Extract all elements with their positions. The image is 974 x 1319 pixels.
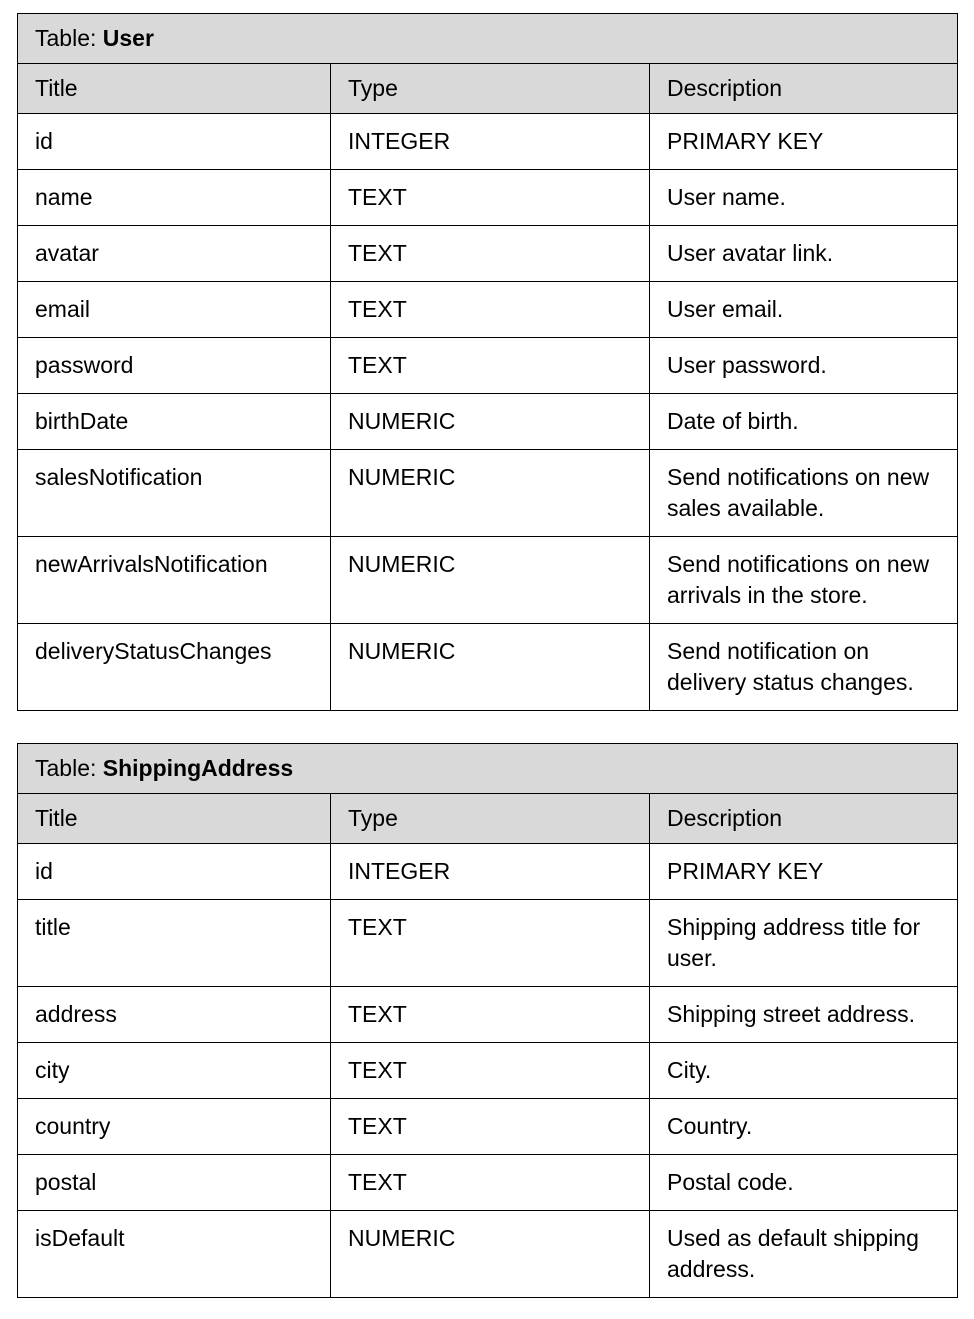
table-row [18, 1155, 958, 1211]
field-description-cell: Shipping street address. [650, 987, 958, 1043]
table-row [18, 1099, 958, 1155]
field-title-cell: title [18, 900, 331, 987]
user-schema-table [17, 13, 958, 711]
field-description-cell: Used as default shipping address. [650, 1211, 958, 1298]
field-title-cell: deliveryStatusChanges [18, 624, 331, 711]
field-type-cell: INTEGER [331, 844, 650, 900]
field-type-cell: NUMERIC [331, 394, 650, 450]
field-title-cell: country [18, 1099, 331, 1155]
table-row [18, 1043, 958, 1099]
field-type-cell: TEXT [331, 282, 650, 338]
table-caption [18, 744, 958, 794]
column-header-type: Type [331, 794, 650, 844]
field-type-cell: NUMERIC [331, 1211, 650, 1298]
table-row [18, 450, 958, 537]
field-description-cell: Postal code. [650, 1155, 958, 1211]
field-type-cell: NUMERIC [331, 537, 650, 624]
field-description-cell: Shipping address title for user. [650, 900, 958, 987]
field-type-cell: NUMERIC [331, 624, 650, 711]
field-type-cell: TEXT [331, 1155, 650, 1211]
table-row [18, 226, 958, 282]
table-row [18, 844, 958, 900]
field-type-cell: NUMERIC [331, 450, 650, 537]
field-description-cell: User email. [650, 282, 958, 338]
field-description-cell: Send notifications on new arrivals in the store. [650, 537, 958, 624]
field-description-cell: User avatar link. [650, 226, 958, 282]
field-description-cell: Send notification on delivery status changes. [650, 624, 958, 711]
table-row [18, 900, 958, 987]
field-description-cell: PRIMARY KEY [650, 844, 958, 900]
field-description-cell: Country. [650, 1099, 958, 1155]
field-type-cell: TEXT [331, 170, 650, 226]
field-title-cell: password [18, 338, 331, 394]
column-header-title: Title [18, 794, 331, 844]
field-type-cell: TEXT [331, 338, 650, 394]
shipping-address-schema-table [17, 743, 958, 1298]
field-title-cell: address [18, 987, 331, 1043]
field-title-cell: birthDate [18, 394, 331, 450]
field-description-cell: Date of birth. [650, 394, 958, 450]
field-description-cell: User name. [650, 170, 958, 226]
field-type-cell: INTEGER [331, 114, 650, 170]
table-caption-prefix: Table: [35, 755, 103, 781]
table-row [18, 394, 958, 450]
table-row [18, 624, 958, 711]
table-caption [18, 14, 958, 64]
field-title-cell: id [18, 844, 331, 900]
table-name: ShippingAddress [102, 755, 294, 781]
field-title-cell: newArrivalsNotification [18, 537, 331, 624]
column-header-description: Description [650, 64, 958, 114]
field-title-cell: id [18, 114, 331, 170]
table-row [18, 987, 958, 1043]
field-title-cell: name [18, 170, 331, 226]
field-type-cell: TEXT [331, 1043, 650, 1099]
field-type-cell: TEXT [331, 987, 650, 1043]
table-header-row [18, 64, 958, 114]
table-row [18, 114, 958, 170]
field-title-cell: email [18, 282, 331, 338]
table-row [18, 537, 958, 624]
table-row [18, 282, 958, 338]
field-title-cell: city [18, 1043, 331, 1099]
field-description-cell: User password. [650, 338, 958, 394]
column-header-type: Type [331, 64, 650, 114]
field-description-cell: City. [650, 1043, 958, 1099]
table-row [18, 170, 958, 226]
field-title-cell: isDefault [18, 1211, 331, 1298]
table-name: User [102, 25, 154, 51]
column-header-description: Description [650, 794, 958, 844]
table-row [18, 338, 958, 394]
table-header-row [18, 794, 958, 844]
table-row [18, 1211, 958, 1298]
field-title-cell: postal [18, 1155, 331, 1211]
field-title-cell: avatar [18, 226, 331, 282]
field-description-cell: Send notifications on new sales available. [650, 450, 958, 537]
field-title-cell: salesNotification [18, 450, 331, 537]
table-caption-row [18, 14, 958, 64]
field-description-cell: PRIMARY KEY [650, 114, 958, 170]
field-type-cell: TEXT [331, 1099, 650, 1155]
column-header-title: Title [18, 64, 331, 114]
field-type-cell: TEXT [331, 900, 650, 987]
field-type-cell: TEXT [331, 226, 650, 282]
table-caption-prefix: Table: [35, 25, 103, 51]
table-caption-row [18, 744, 958, 794]
